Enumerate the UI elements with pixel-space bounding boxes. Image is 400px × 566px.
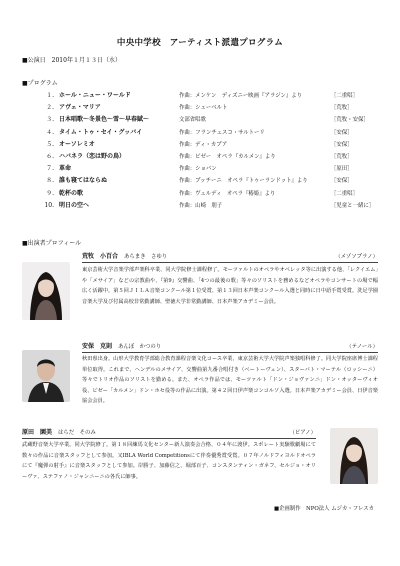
program-item-composer: 作曲：ショパン	[179, 166, 217, 173]
program-item-title: 明日の空へ	[59, 201, 90, 209]
program-item-composer: 作曲：ディ・カプア	[179, 141, 228, 148]
portrait-image	[22, 262, 70, 320]
program-item-performer: ［荒牧］	[331, 105, 353, 112]
artist-part: （メゾソプラノ）	[335, 254, 378, 260]
program-item-number: ７.	[46, 165, 54, 173]
artist-bio: 武蔵野音楽大学卒業。同大学院修了。第１８回練馬文化センター新人演奏会合格、０４年に渡伊。スポレート実験歌劇場にて数々の作品に音楽スタッフとして参加。又IBLA World Competitionsにて伴奏優秀賞受賞。０７年ノルドフィヨルドオペラにて『魔弾の射手』に音楽スタッフとして参加。岸勝子、加藤信之、堀部百子、コンスタンティン・ガネフ、セルジョ・オリーヴァ、ステファノ・ジャンニーニの各氏に師事。	[22, 442, 316, 480]
program-item-composer: 作曲：ビゼー オペラ『カルメン』より	[179, 153, 276, 160]
page-title: 中央中学校 アーティスト派遣プログラム	[116, 38, 284, 48]
program-item-title: ホール・ニュー・ワールド	[59, 92, 131, 99]
program-item	[44, 102, 374, 114]
artist-name-line	[82, 342, 378, 353]
program-item	[44, 90, 374, 102]
artist-part: （テノール）	[346, 344, 378, 350]
footer-credit: ■企画制作 NPO法人 ムジカ・フレスカ	[273, 506, 374, 512]
program-item-composer: 文部省唱歌	[179, 117, 206, 124]
program-item-title: オーソレミオ	[59, 140, 95, 148]
program-item-composer: 作曲：メンケン ディズニー映画『アラジン』より	[179, 93, 303, 99]
program-item-title: 日本唱歌～冬景色～雪～早春賦～	[59, 116, 150, 124]
profile-heading: ■出演者プロフィール	[22, 240, 82, 247]
program-item	[44, 139, 374, 151]
program-item-number: ９.	[46, 189, 54, 197]
artist-part: （ピアノ）	[289, 430, 316, 436]
program-item-performer: ［原田］	[331, 166, 353, 173]
program-item-performer: ［安保］	[331, 178, 353, 185]
program-item-title: ハバネラ（恋は野の鳥）	[59, 152, 126, 160]
program-item-composer: 作曲：山崎 朋子	[179, 202, 223, 209]
program-item-title: 誰も寝てはならぬ	[59, 177, 108, 185]
concert-date: ■公演日 2010年１月１３日（水）	[22, 57, 121, 64]
artist-photo	[22, 350, 70, 402]
program-item-performer: ［二重唱］	[331, 190, 358, 197]
program-item-performer: ［荒牧・安保］	[331, 117, 369, 124]
artist-name-line	[22, 428, 316, 439]
program-item-number: ３.	[46, 116, 54, 124]
artist-name: 荒牧 小百合	[82, 253, 119, 260]
artist-bio: 秋田県出身。山形大学教育学部総合教育課程音楽文化コース卒業、東京芸術大学大学院声楽独唱科修了。同大学院座席博士課程単位取得。これまで、ヘンデルのメサイア、交響曲第九番合唱付き（ベートーヴェン）、スターバト・マーテル（ロッシーニ）等々でトリオ作品のソリストを勤める。また、オペラ作品では、モーツァルト「ドン・ジョヴァンニ」ドン・オッターヴィオ役、ビゼー「カルメン」ドン・ホセ役等の作品に出演。第４２回日伊声楽コンコルソ入選。日本声楽アカデミー会員、日伊音楽協会会員。	[82, 356, 378, 405]
program-item	[44, 175, 374, 187]
program-item	[44, 127, 374, 139]
program-heading: ■プログラム	[22, 80, 58, 87]
program-item-number: ４.	[46, 128, 54, 136]
program-list	[44, 90, 374, 212]
program-item-performer: ［安保］	[331, 141, 353, 148]
artist-kana: あんぼ かつのり	[118, 344, 162, 350]
program-item-number: １.	[46, 92, 54, 99]
program-item-performer: ［二重唱］	[331, 93, 358, 99]
portrait-image	[22, 350, 70, 402]
program-item-composer: 作曲：フランチェスコ・サルトーリ	[179, 129, 265, 136]
program-item-number: ５.	[46, 140, 54, 148]
program-item-composer: 作曲：シューベルト	[179, 105, 228, 112]
artist-profile	[22, 428, 378, 498]
artist-profile	[22, 252, 378, 332]
program-item-composer: 作曲：ヴェルディ オペラ『椿姫』より	[179, 190, 276, 197]
program-item	[44, 188, 374, 200]
program-item	[44, 114, 374, 126]
artist-bio: 東京芸術大学音楽学部声楽科卒業、同大学院修士課程修了。モーツァルトのオペラやオペレッタ等に出演する他、「レクイエム」や「メサイア」などの宗教曲や、『第9』交響曲、「4つの最後の歌」等々のソリストを務めるなどオペラやコンサートの場で幅広く活躍中。第５回ＪＩＬＡ音楽コンクール第１位受賞、第１３回日本声楽コンクール入選と同時に日中語手賞受賞。洗足学園音楽大学及び付属高校非常勤講師、聖徳大学非常勤講師、日本声楽アカデミー会員。	[82, 267, 378, 305]
artist-name: 原田 園美	[22, 429, 53, 436]
program-item	[44, 151, 374, 163]
program-item-number: ８.	[46, 177, 54, 185]
program-item-title: タイム・トゥ・セイ・グッバイ	[59, 128, 143, 136]
program-item-title: アヴェ・マリア	[59, 104, 101, 112]
artist-profile	[22, 342, 378, 416]
program-item-performer: ［荒牧］	[331, 153, 353, 160]
program-item-number: ２.	[46, 104, 54, 112]
artist-name-line	[82, 252, 378, 263]
program-item-number: ６.	[46, 152, 54, 160]
artist-name: 安保 克則	[82, 343, 113, 350]
portrait-image	[330, 428, 378, 484]
program-item-performer: ［安保］	[331, 129, 353, 136]
program-item	[44, 163, 374, 175]
artist-kana: あらまき さゆり	[124, 254, 168, 260]
program-item-title: 革命	[59, 165, 72, 173]
artist-kana: はらだ そのみ	[58, 430, 96, 436]
program-item-number: 10.	[44, 201, 54, 209]
artist-photo	[22, 262, 70, 320]
program-item-performer: ［児童と一緒に］	[331, 202, 375, 209]
program-item-title: 乾杯の歌	[59, 189, 84, 197]
program-item	[44, 200, 374, 212]
artist-photo	[330, 428, 378, 484]
program-item-composer: 作曲：プッチーニ オペラ『トゥーランドット』より	[179, 178, 308, 185]
